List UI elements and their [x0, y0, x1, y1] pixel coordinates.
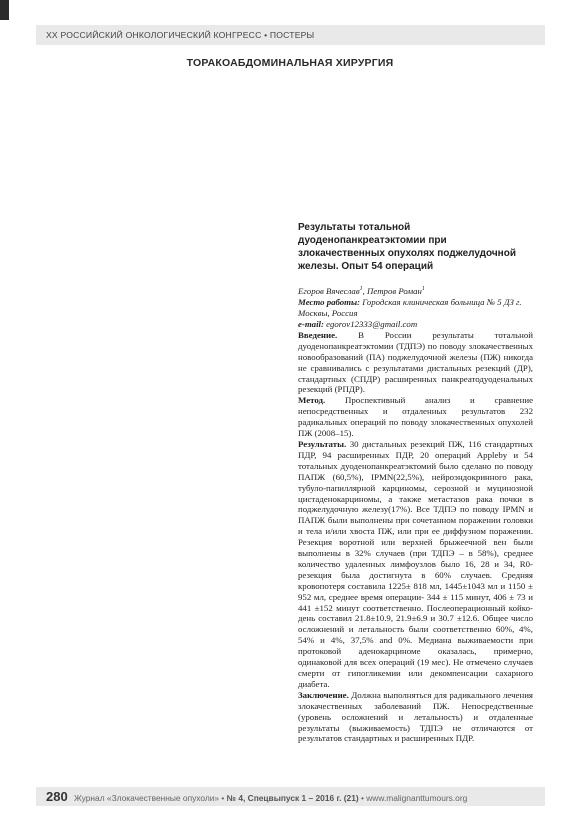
email — [298, 319, 533, 330]
conclusion-text: Должна выполняться для радикального лечения злокачественных заболеваний ПЖ. Непосредственные (уровень осложнений и летальность) и отдаленные результаты (выживаемость) ТДПЭ не отличаются от результатов стандартных и расширенных ПДР. — [298, 689, 533, 744]
conclusion — [298, 690, 533, 745]
introduction-text: В России результаты тотальной дуоденопанкреатэктомии (ТДПЭ) по поводу злокачественных новообразований (ПА) поджелудочной железы (ПЖ) никогда не сравнивались с результатами дистальных резекций (ДР), стандартных (СПДР) расширенных панкреатодуоденальных резекций (РПДР). — [298, 329, 533, 395]
author-name: Петров Роман — [367, 285, 422, 296]
results — [298, 439, 533, 690]
website: • www.malignanttumours.org — [361, 793, 468, 803]
journal-name: Журнал «Злокачественные опухоли» • — [74, 793, 225, 803]
method-text: Проспективный анализ и сравнение непосредственных и отдаленных результатов 232 радикальных операций по поводу злокачественных опухолей ПЖ (2008–15). — [298, 395, 533, 439]
authors: Егоров Вячеслав$^1$, Петров Роман$^1$ — [298, 285, 425, 296]
article — [298, 221, 533, 744]
author-name: Егоров Вячеслав — [298, 285, 360, 296]
section-title: ТОРАКОАБДОМИНАЛЬНАЯ ХИРУРГИЯ — [186, 57, 394, 69]
issue-info: № 4, Спецвыпуск 1 – 2016 г. (21) — [226, 793, 359, 803]
article-title: Результаты тотальной дуоденопанкреатэктомии при злокачественных опухолях поджелудочной железы. Опыт 54 операций — [298, 222, 516, 272]
workplace — [298, 297, 533, 319]
page-number: 280 — [46, 789, 68, 804]
results-text: 30 дистальных резекций ПЖ, 116 стандартных ПДР, 94 расширенных ПДР, 20 операций Appleby и 54 тотальных дуоденопанкреатэктомий было сделано по поводу ПАПЖ (60,5%), IPMN(22,5%), нейроэндокринного рака, тубуло-папиллярной карциномы, серозной и муцинозной цистаденокарциномы, а также метастазов рака почки в поджелудочную железу(17%). Все ТДПЭ по поводу IPMN и ПАПЖ были выполнены при сочетанном поражении головки и тела и/или хвоста ПЖ, или при ее диффузном поражении. Резекция воротной или верхней брыжеечной вен были выполнены в 32% случаев (при ТДПЭ – в 58%), среднее количество удаленных лимфоузлов было 16, 28 и 34, R0-резекция была достигнута в 60% случаев. Средняя кровопотеря составила 1225± 818 мл, 1445±1043 мл и 1150 ± 952 мл, среднее время операции- 344 ± 115 минут, 406 ± 73 и 441 ±152 минут соответственно. Послеоперационный койко-день составил 21.8±10.9, 21.9±6.9 и 30.7 ±12.6. Общее число осложнений и летальность были соответственно 60%, 4%, 54% и 4%, 37,5% and 0%. Медиана выживаемости при протоковой аденокарциноме оказалась, примерно, одинаковой для всех операций (19 мес). Не отмечено случаев смерти от гипогликемии или декомпенсации сахарного диабета. — [298, 438, 533, 689]
author-affiliation: 1 — [359, 286, 363, 292]
running-header — [36, 25, 545, 45]
corner-marker — [0, 0, 9, 20]
running-title: XX РОССИЙСКИЙ ОНКОЛОГИЧЕСКИЙ КОНГРЕСС • ПОСТЕРЫ — [46, 30, 315, 40]
method-label: Метод. — [298, 395, 326, 406]
author-affiliation: 1 — [421, 286, 425, 292]
introduction-label: Введение. — [298, 329, 338, 340]
email-value: egorov12333@gmail.com — [326, 318, 418, 329]
workplace-value: Городская клиническая больница № 5 ДЗ г. Москвы, Россия — [298, 296, 522, 318]
results-label: Результаты. — [298, 438, 347, 449]
workplace-label: Место работы: — [298, 296, 361, 307]
conclusion-label: Заключение. — [298, 689, 349, 700]
introduction — [298, 330, 533, 395]
method — [298, 395, 533, 439]
footer — [36, 787, 545, 806]
email-label: e-mail: — [298, 318, 324, 329]
